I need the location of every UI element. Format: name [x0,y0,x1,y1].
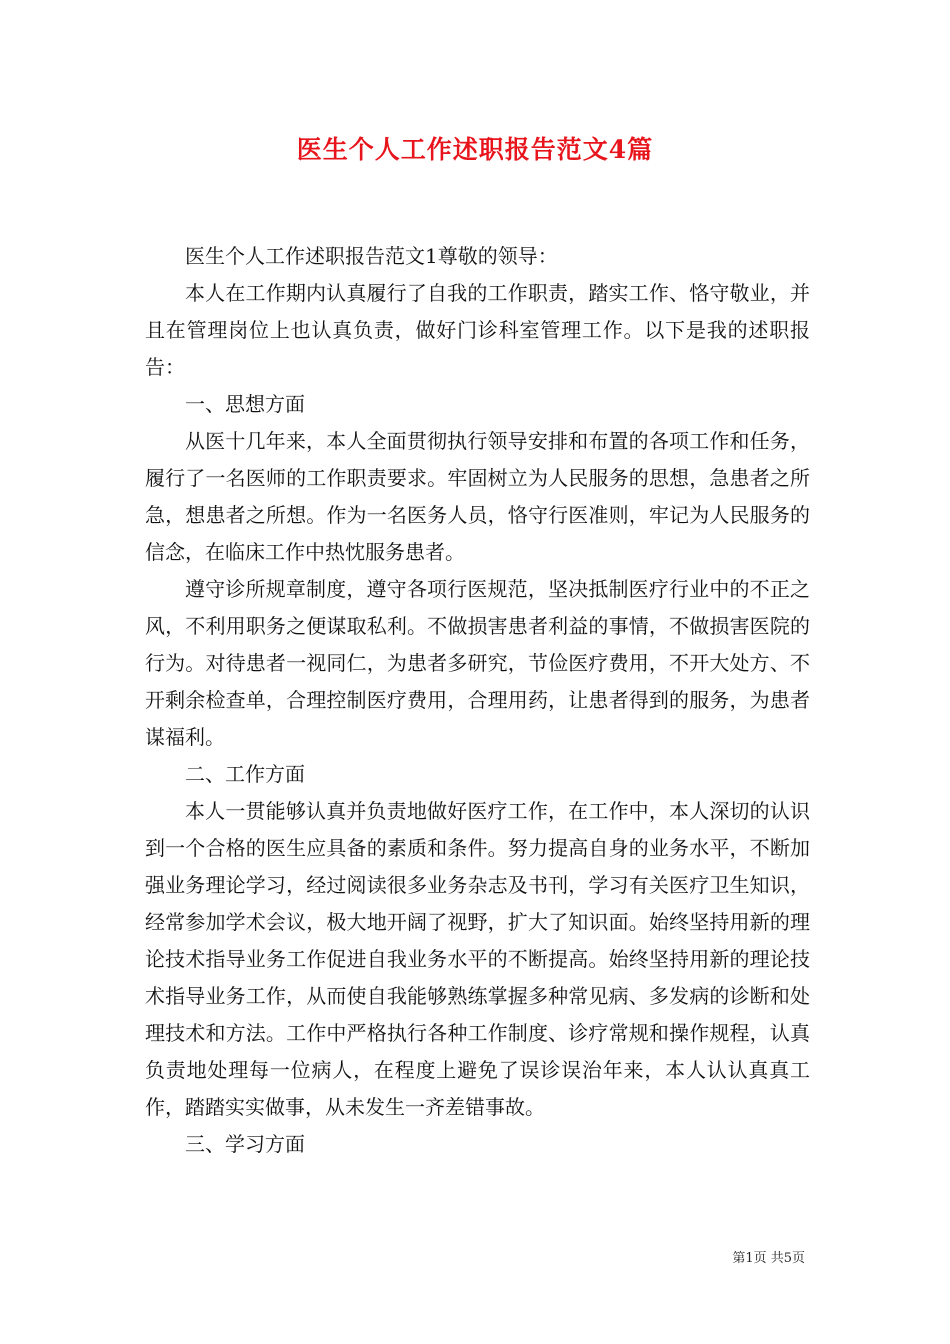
section-heading-study: 三、学习方面 [185,1132,305,1156]
paragraph-thought-1: 从医十几年来，本人全面贯彻执行领导安排和布置的各项工作和任务，履行了一名医师的工作职责要求。牢固树立为人民服务的思想，急患者之所急，想患者之所想。作为一名医务人员，恪守行医准则，牢记为人民服务的信念，在临床工作中热忱服务患者。 [145,429,810,564]
paragraph-work: 本人一贯能够认真并负责地做好医疗工作，在工作中，本人深切的认识到一个合格的医生应具备的素质和条件。努力提高自身的业务水平，不断加强业务理论学习，经过阅读很多业务杂志及书刊，学习有关医疗卫生知识，经常参加学术会议，极大地开阔了视野，扩大了知识面。始终坚持用新的理论技术指导业务工作促进自我业务水平的不断提高。始终坚持用新的理论技术指导业务工作，从而使自我能够熟练掌握多种常见病、多发病的诊断和处理技术和方法。工作中严格执行各种工作制度、诊疗常规和操作规程，认真负责地处理每一位病人，在程度上避免了误诊误治年来，本人认认真真工作，踏踏实实做事，从未发生一齐差错事故。 [145,799,810,1119]
page-number: 第1页 共5页 [732,1251,805,1266]
section-heading-thought: 一、思想方面 [185,392,305,416]
paragraph-greeting: 医生个人工作述职报告范文1尊敬的领导： [185,244,558,268]
document-body [145,238,810,1163]
paragraph-intro: 本人在工作期内认真履行了自我的工作职责，踏实工作、恪守敬业，并且在管理岗位上也认真负责，做好门诊科室管理工作。以下是我的述职报告： [145,281,810,379]
paragraph-thought-2: 遵守诊所规章制度，遵守各项行医规范，坚决抵制医疗行业中的不正之风，不利用职务之便谋取私利。不做损害患者利益的事情，不做损害医院的行为。对待患者一视同仁，为患者多研究，节俭医疗费用，不开大处方、不开剩余检查单，合理控制医疗费用，合理用药，让患者得到的服务，为患者谋福利。 [145,577,810,749]
document-title: 医生个人工作述职报告范文4篇 [296,135,654,164]
section-heading-work: 二、工作方面 [185,762,305,786]
